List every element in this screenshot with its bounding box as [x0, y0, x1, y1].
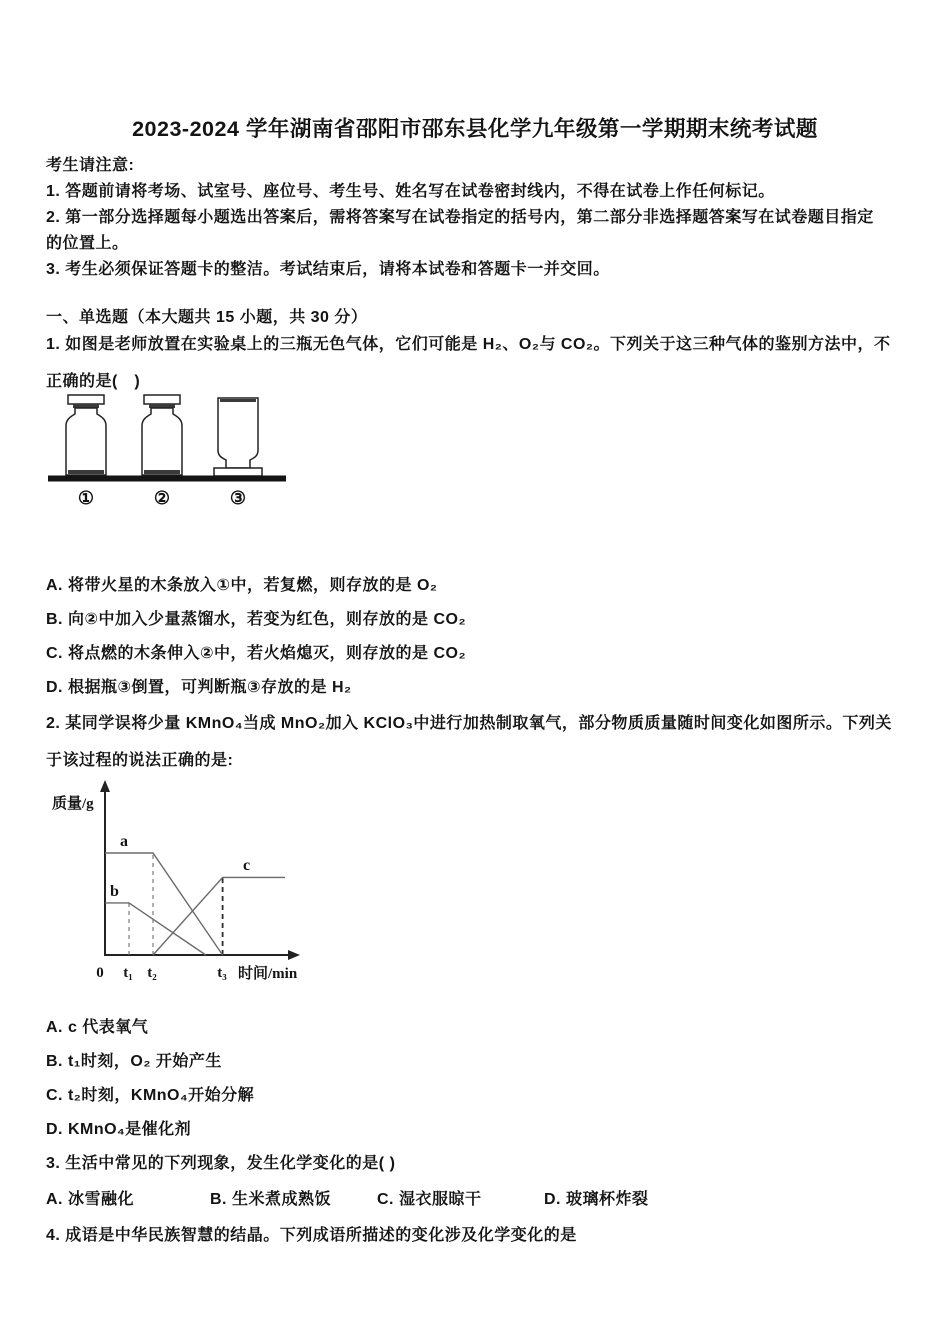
question-1-text-line-2: 正确的是( ): [46, 373, 141, 390]
x-tick-t2: t₂: [147, 965, 157, 981]
question-2-chart: [50, 778, 380, 998]
y-axis-label: 质量/g: [52, 796, 94, 812]
gas-bottles-figure: [46, 388, 296, 513]
x-tick-0: 0: [96, 965, 104, 981]
question-4-text: 4. 成语是中华民族智慧的结晶。下列成语所描述的变化涉及化学变化的是: [46, 1227, 577, 1244]
notice-line-3: 3. 考生必须保证答题卡的整洁。考试结束后，请将本试卷和答题卡一并交回。: [46, 261, 610, 278]
notice-header: 考生请注意:: [46, 157, 135, 174]
curve-b-label: b: [110, 883, 119, 900]
question-2-option-b: B. t₁时刻，O₂ 开始产生: [46, 1053, 222, 1070]
section-1-heading: 一、单选题（本大题共 15 小题，共 30 分）: [46, 309, 368, 326]
question-1-option-b: B. 向②中加入少量蒸馏水，若变为红色，则存放的是 CO₂: [46, 611, 467, 628]
question-1-figure: [46, 388, 296, 518]
question-2-text-line-2: 于该过程的说法正确的是:: [46, 752, 234, 769]
question-1-text-line-1: 1. 如图是老师放置在实验桌上的三瓶无色气体，它们可能是 H₂、O₂与 CO₂。下列关于这三种气体的鉴别方法中，不: [46, 336, 891, 353]
notice-line-2b: 的位置上。: [46, 235, 129, 252]
bottle-1-label: ①: [77, 488, 95, 508]
chart-curve-b: [105, 903, 206, 955]
y-axis-arrow-icon: [100, 780, 110, 792]
bottle-1-icon: [66, 395, 106, 475]
notice-line-1: 1. 答题前请将考场、试室号、座位号、考生号、姓名写在试卷密封线内，不得在试卷上作任何标记。: [46, 183, 775, 200]
question-3-option-a: A. 冰雪融化: [46, 1191, 134, 1208]
bottle-3-inverted-icon: [214, 398, 262, 476]
x-tick-t3: t₃: [217, 965, 227, 981]
x-axis-arrow-icon: [288, 950, 300, 960]
question-3-option-d: D. 玻璃杯炸裂: [544, 1191, 649, 1208]
chart-curve-a: [105, 853, 223, 955]
curve-a-label: a: [120, 833, 128, 850]
page-title: 2023-2024 学年湖南省邵阳市邵东县化学九年级第一学期期末统考试题: [132, 117, 818, 141]
question-3-option-b: B. 生米煮成熟饭: [210, 1191, 331, 1208]
question-1-option-d: D. 根据瓶③倒置，可判断瓶③存放的是 H₂: [46, 679, 352, 696]
question-2-text-line-1: 2. 某同学误将少量 KMnO₄当成 MnO₂加入 KClO₃中进行加热制取氧气，部分物质质量随时间变化如图所示。下列关: [46, 715, 892, 732]
chart-series-group: [105, 853, 285, 955]
question-3-text: 3. 生活中常见的下列现象，发生化学变化的是( ): [46, 1155, 396, 1172]
x-tick-t1: t₁: [123, 965, 133, 981]
bottle-2-icon: [142, 395, 182, 475]
curve-c-label: c: [243, 857, 251, 874]
question-2-option-a: A. c 代表氧气: [46, 1019, 149, 1036]
question-1-option-c: C. 将点燃的木条伸入②中，若火焰熄灭，则存放的是 CO₂: [46, 645, 467, 662]
question-3-option-c: C. 湿衣服晾干: [377, 1191, 482, 1208]
notice-line-2: 2. 第一部分选择题每小题选出答案后，需将答案写在试卷指定的括号内，第二部分非选择题答案写在试卷题目指定: [46, 209, 874, 226]
chart-curve-c: [153, 877, 285, 955]
bottle-2-label: ②: [153, 488, 171, 508]
question-2-option-d: D. KMnO₄是催化剂: [46, 1121, 192, 1138]
question-2-option-c: C. t₂时刻，KMnO₄开始分解: [46, 1087, 255, 1104]
x-axis-label: 时间/min: [238, 966, 298, 982]
bottle-3-label: ③: [229, 488, 247, 508]
mass-time-chart: [50, 778, 380, 993]
question-1-option-a: A. 将带火星的木条放入①中，若复燃，则存放的是 O₂: [46, 577, 438, 594]
